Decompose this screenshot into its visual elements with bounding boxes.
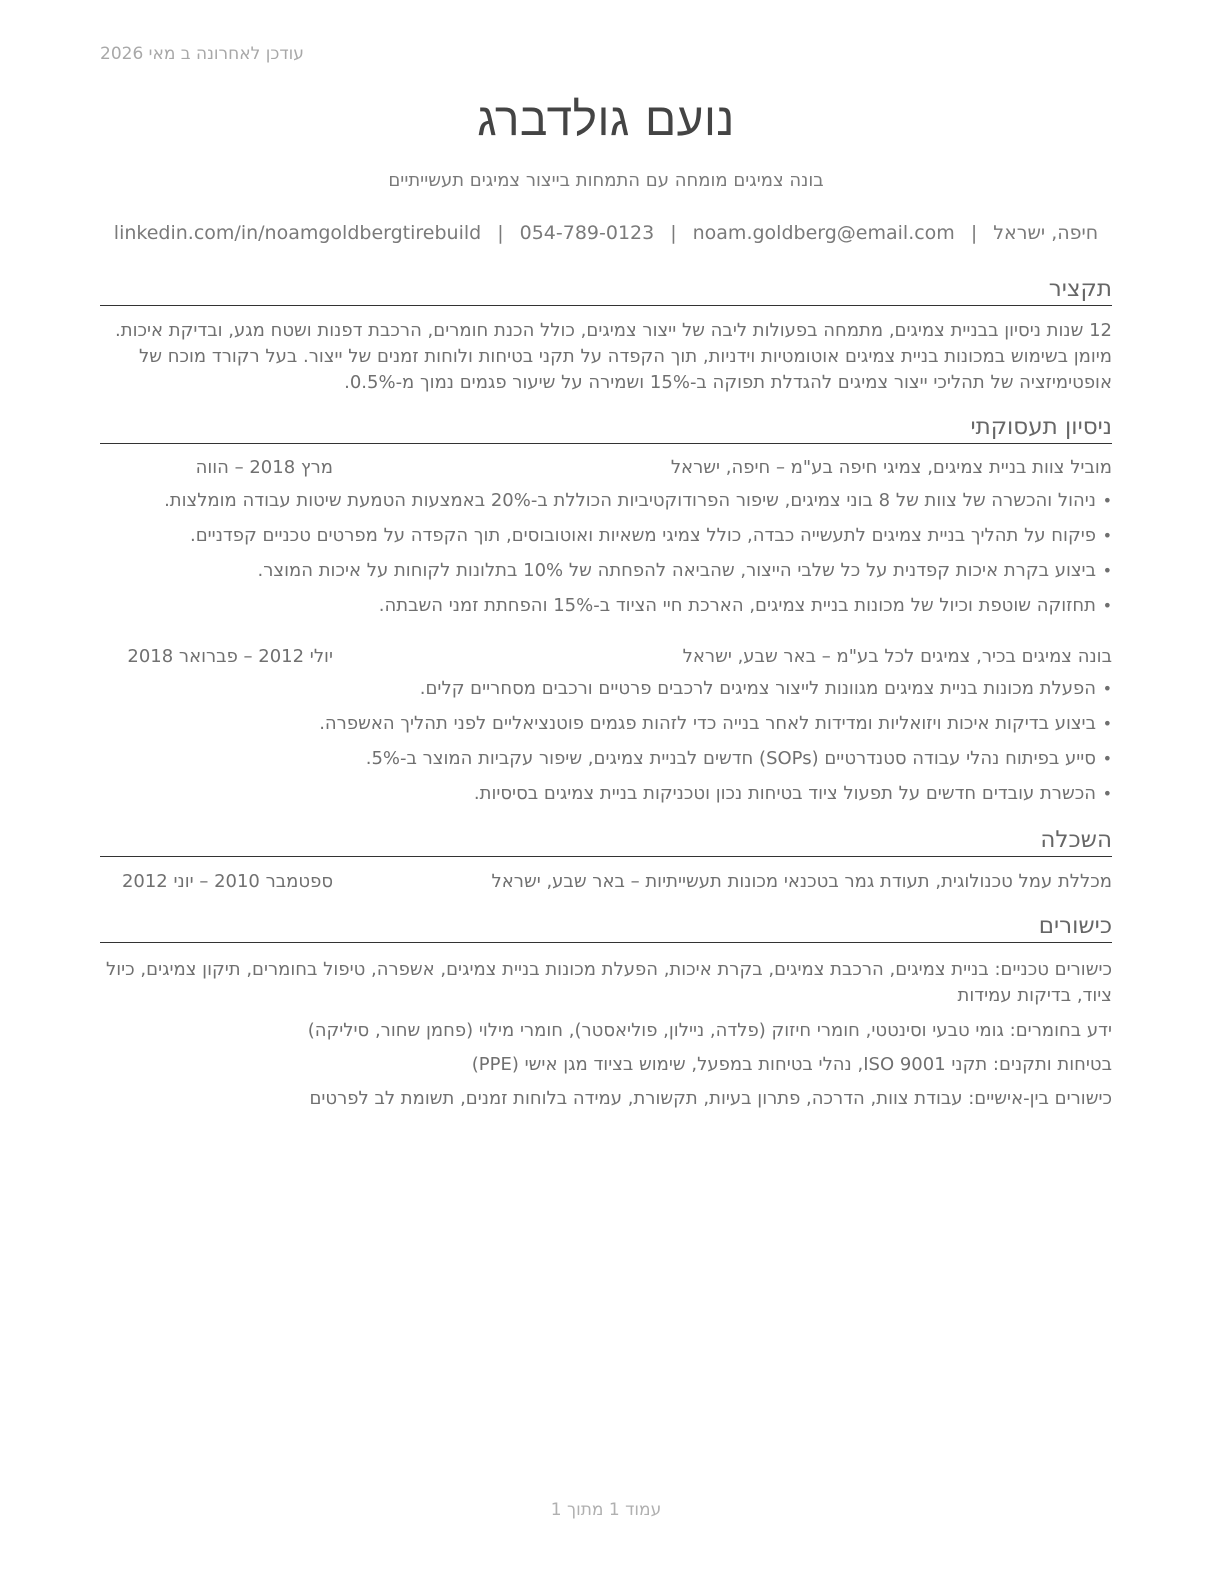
bullet-text: ביצוע בקרת איכות קפדנית על כל שלבי הייצור, שהביאה להפחתה של 10% בתלונות לקוחות על איכות המוצר. — [257, 560, 1096, 581]
bullet-icon: • — [1102, 679, 1112, 698]
job-header — [100, 457, 1112, 483]
resume-page — [100, 0, 1112, 1584]
bullet-icon: • — [1102, 491, 1112, 510]
job-bullets — [100, 488, 1112, 628]
bullet-text: ניהול והכשרה של צוות של 8 בוני צמיגים, שיפור הפרודוקטיביות הכוללת ב-20% באמצעות הטמעת שיטות עבודה מומלצות. — [164, 490, 1096, 511]
list-item — [100, 488, 1112, 514]
contact-location: חיפה, ישראל — [993, 222, 1099, 244]
job-header — [100, 646, 1112, 672]
education-entry — [100, 871, 1112, 897]
section-heading-experience: ניסיון תעסוקתי — [100, 413, 1112, 444]
list-item — [100, 523, 1112, 549]
education-dates: ספטמבר 2010 – יוני 2012 — [121, 871, 333, 892]
bullet-icon: • — [1102, 749, 1112, 768]
list-item — [100, 711, 1112, 737]
job-role: בונה צמיגים בכיר, צמיגים לכל בע"מ – באר שבע, ישראל — [682, 646, 1112, 667]
last-updated: עודכן לאחרונה ב מאי 2026 — [100, 44, 304, 64]
list-item — [100, 593, 1112, 619]
contact-line — [100, 222, 1112, 244]
bullet-icon: • — [1102, 596, 1112, 615]
job-bullets — [100, 676, 1112, 816]
list-item — [100, 558, 1112, 584]
bullet-icon: • — [1102, 561, 1112, 580]
page-number: עמוד 1 מתוך 1 — [550, 1500, 662, 1520]
section-heading-skills: כישורים — [100, 912, 1112, 943]
bullet-text: הכשרת עובדים חדשים על תפעול ציוד בטיחות נכון וטכניקות בניית צמיגים בסיסיות. — [473, 783, 1096, 804]
bullet-text: הפעלת מכונות בניית צמיגים מגוונות לייצור צמיגים לרכבים פרטיים ורכבים מסחריים קלים. — [419, 678, 1096, 699]
summary-text: 12 שנות ניסיון בבניית צמיגים, מתמחה בפעולות ליבה של ייצור צמיגים, כולל הכנת חומרים, הרכבת דפנות ושטח מגע, ובדיקת איכות. מיומן בשימוש במכונות בניית צמיגים אוטומטיות וידניות, תוך הקפדה על תקני בטיחות ולוחות זמנים של ייצור. בעל רקורד מוכח של אופטימיזציה של תהליכי ייצור צמיגים להגדלת תפוקה ב-15% ושמירה על שיעור פגמים נמוך מ-0.5%. — [115, 320, 1112, 393]
list-item — [100, 746, 1112, 772]
contact-email[interactable]: noam.goldberg@email.com — [692, 222, 955, 244]
job-dates: מרץ 2018 – הווה — [195, 457, 333, 478]
contact-separator: | — [970, 222, 978, 244]
bullet-text: פיקוח על תהליך בניית צמיגים לתעשייה כבדה, כולל צמיגי משאיות ואוטובוסים, תוך הקפדה על מפרטים טכניים קפדניים. — [189, 525, 1096, 546]
bullet-text: ביצוע בדיקות איכות ויזואליות ומדידות לאחר בנייה כדי לזהות פגמים פוטנציאליים לפני תהליך האשפרה. — [319, 713, 1096, 734]
job-role: מוביל צוות בניית צמיגים, צמיגי חיפה בע"מ – חיפה, ישראל — [670, 457, 1112, 478]
job-dates: יולי 2012 – פברואר 2018 — [127, 646, 333, 667]
section-heading-summary: תקציר — [100, 275, 1112, 306]
skills-safety: בטיחות ותקנים: תקני ISO 9001, נהלי בטיחות במפעל, שימוש בציוד מגן אישי (PPE) — [471, 1054, 1112, 1075]
contact-linkedin[interactable]: linkedin.com/in/noamgoldbergtirebuild — [113, 222, 482, 244]
bullet-icon: • — [1102, 714, 1112, 733]
bullet-text: תחזוקה שוטפת וכיול של מכונות בניית צמיגים, הארכת חיי הציוד ב-15% והפחתת זמני השבתה. — [378, 595, 1096, 616]
skills-interpersonal: כישורים בין-אישיים: עבודת צוות, הדרכה, פתרון בעיות, תקשורת, עמידה בלוחות זמנים, תשומת לב לפרטים — [309, 1088, 1112, 1109]
skills-materials: ידע בחומרים: גומי טבעי וסינטטי, חומרי חיזוק (פלדה, ניילון, פוליאסטר), חומרי מילוי (פחמן שחור, סיליקה) — [307, 1020, 1112, 1041]
list-item — [100, 676, 1112, 702]
candidate-name: נועם גולדברג — [477, 92, 735, 146]
candidate-subtitle: בונה צמיגים מומחה עם התמחות בייצור צמיגים תעשייתיים — [388, 170, 824, 191]
bullet-icon: • — [1102, 784, 1112, 803]
education-institution: מכללת עמל טכנולוגית, תעודת גמר בטכנאי מכונות תעשייתיות – באר שבע, ישראל — [491, 871, 1112, 892]
bullet-icon: • — [1102, 526, 1112, 545]
contact-separator: | — [497, 222, 504, 244]
bullet-text: סייע בפיתוח נהלי עבודה סטנדרטיים (SOPs) חדשים לבניית צמיגים, שיפור עקביות המוצר ב-5%. — [365, 748, 1096, 769]
list-item — [100, 781, 1112, 807]
section-heading-education: השכלה — [100, 826, 1112, 857]
skills-technical: כישורים טכניים: בניית צמיגים, הרכבת צמיגים, בקרת איכות, הפעלת מכונות בניית צמיגים, אשפרה, טיפול בחומרים, תיקון צמיגים, כיול ציוד, בדיקות עמידות — [106, 959, 1112, 1006]
contact-phone[interactable]: 054-789-0123 — [519, 222, 655, 244]
contact-separator: | — [670, 222, 677, 244]
